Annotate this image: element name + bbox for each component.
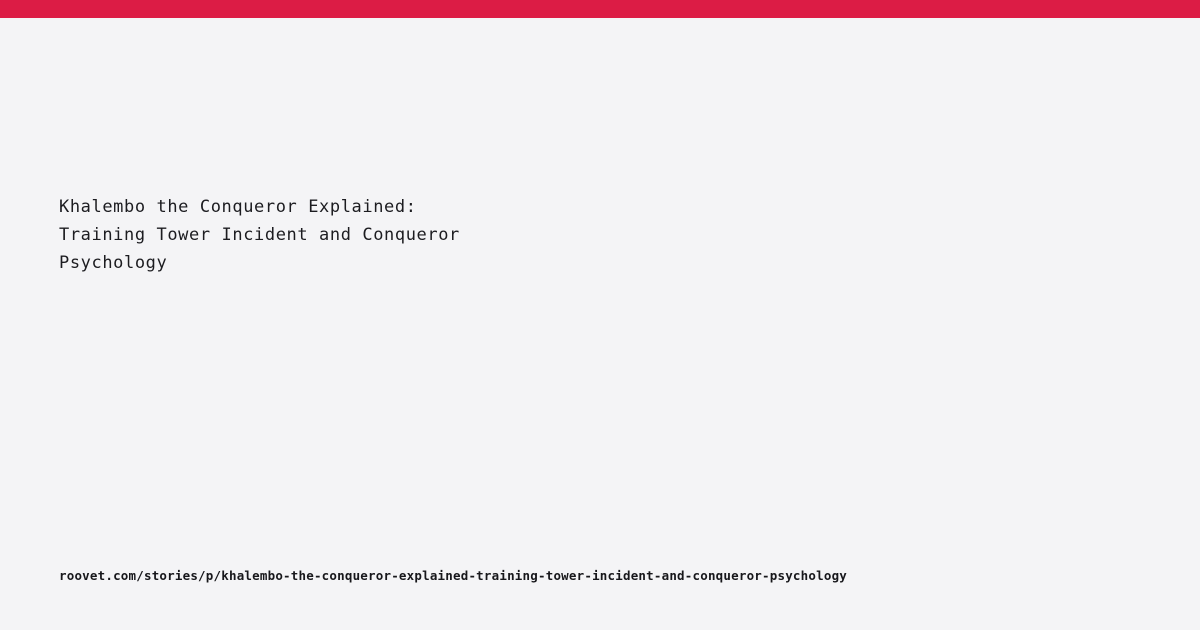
accent-top-bar xyxy=(0,0,1200,18)
page-title-line-3: Psychology xyxy=(59,253,168,273)
page-title-line-1: Khalembo the Conqueror Explained: xyxy=(59,197,417,217)
page-title xyxy=(59,193,759,277)
page-title-line-2: Training Tower Incident and Conqueror xyxy=(59,225,460,245)
article-url: roovet.com/stories/p/khalembo-the-conqueror-explained-training-tower-incident-and-conqueror-psychology xyxy=(59,568,848,583)
